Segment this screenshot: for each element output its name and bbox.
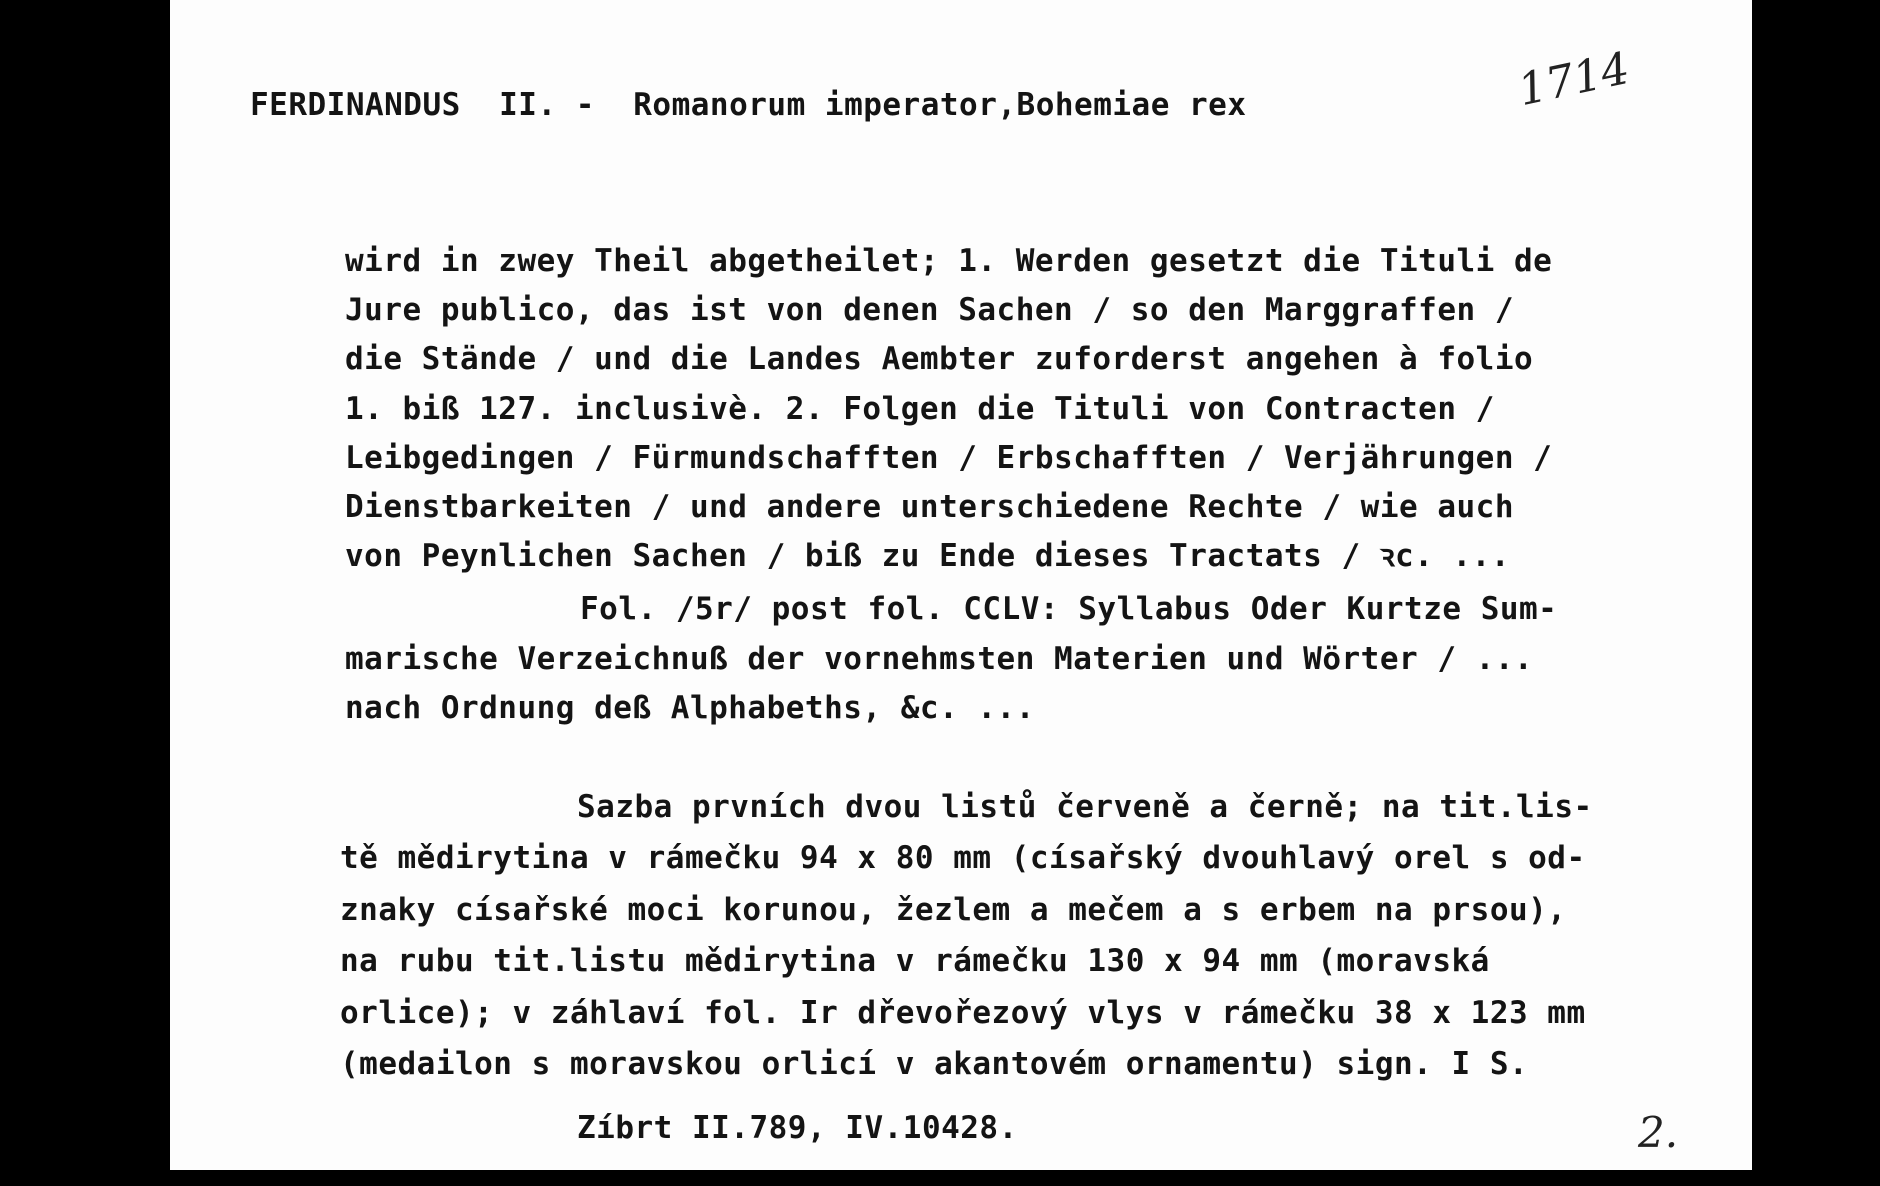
text-line: Sazba prvních dvou listů červeně a černě; na tit.lis- bbox=[577, 789, 1593, 825]
text-line: wird in zwey Theil abgetheilet; 1. Werden gesetzt die Tituli de bbox=[345, 243, 1553, 279]
text-line: marische Verzeichnuß der vornehmsten Materien und Wörter / ... bbox=[345, 641, 1534, 677]
card-heading: FERDINANDUS II. - Romanorum imperator,Bohemiae rex bbox=[250, 87, 1247, 123]
text-line: die Stände / und die Landes Aembter zuforderst angehen à folio bbox=[345, 341, 1534, 377]
page-mark: 2. bbox=[1638, 1108, 1679, 1157]
text-line: Leibgedingen / Fürmundschafften / Erbschafften / Verjährungen / bbox=[345, 440, 1553, 476]
text-line: von Peynlichen Sachen / biß zu Ende dieses Tractats / ꝛc. ... bbox=[345, 538, 1511, 574]
text-line: orlice); v záhlaví fol. Ir dřevořezový vlys v rámečku 38 x 123 mm bbox=[340, 995, 1586, 1031]
bibliographic-reference: Zíbrt II.789, IV.10428. bbox=[577, 1110, 1018, 1146]
text-line: Fol. /5r/ post fol. CCLV: Syllabus Oder Kurtze Sum- bbox=[580, 591, 1558, 627]
text-line: Dienstbarkeiten / und andere unterschiedene Rechte / wie auch bbox=[345, 489, 1514, 525]
text-line: 1. biß 127. inclusivè. 2. Folgen die Tituli von Contracten / bbox=[345, 391, 1495, 427]
text-line: na rubu tit.listu mědirytina v rámečku 130 x 94 mm (moravská bbox=[340, 943, 1490, 979]
catalog-number: 1714 bbox=[1513, 42, 1634, 117]
text-line: Jure publico, das ist von denen Sachen / so den Marggraffen / bbox=[345, 292, 1514, 328]
text-line: tě mědirytina v rámečku 94 x 80 mm (císařský dvouhlavý orel s od- bbox=[340, 840, 1586, 876]
text-line: nach Ordnung deß Alphabeths, &c. ... bbox=[345, 690, 1035, 726]
text-line: znaky císařské moci korunou, žezlem a mečem a s erbem na prsou), bbox=[340, 892, 1567, 928]
text-line: (medailon s moravskou orlicí v akantovém ornamentu) sign. I S. bbox=[340, 1046, 1529, 1082]
